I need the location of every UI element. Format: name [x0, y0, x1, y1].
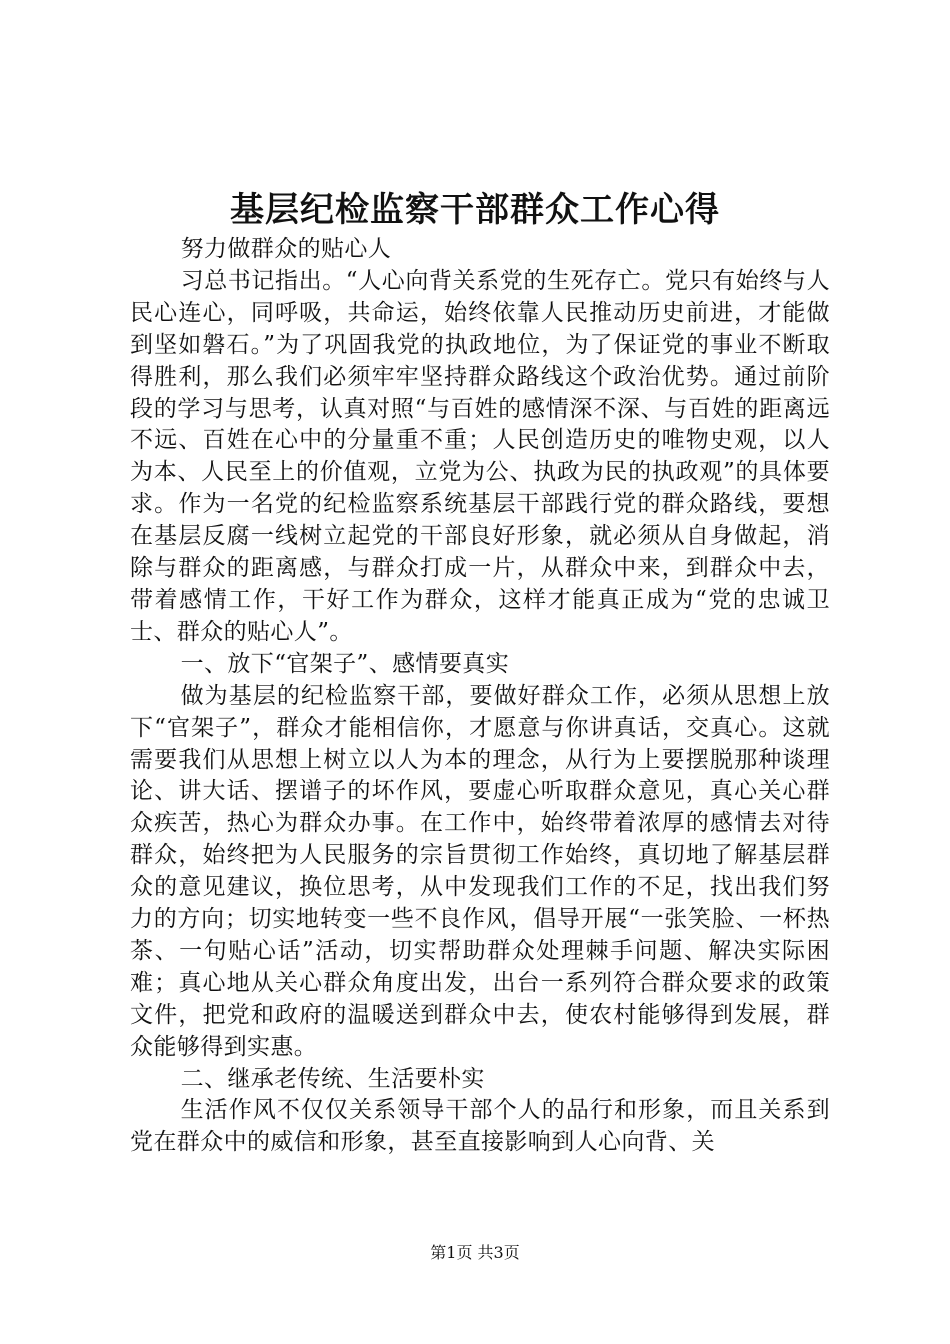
- subtitle-paragraph: 努力做群众的贴心人: [180, 236, 392, 262]
- document-title: 基层纪检监察干部群众工作心得: [230, 190, 720, 230]
- section-heading: 一、放下“官架子”、感情要真实: [180, 650, 510, 677]
- page-number-footer: 第1页 共3页: [430, 1243, 520, 1262]
- body-paragraph: 做为基层的纪检监察干部，要做好群众工作，必须从思想上放下“官架子”，群众才能相信你，才愿意与你讲真话，交真心。这就需要我们从思想上树立以人为本的理念，从行为上要摆脱那种谈理论、讲大话、摆谱子的坏作风，要虚心听取群众意见，真心关心群众疾苦，热心为群众办事。在工作中，始终带着浓厚的感情去对待群众，始终把为人民服务的宗旨贯彻工作始终，真切地了解基层群众的意见建议，换位思考，从中发现我们工作的不足，找出我们努力的方向；切实地转变一些不良作风，倡导开展“一张笑脸、一杯热茶、一句贴心话”活动，切实帮助群众处理棘手问题、解决实际困难；真心地从关心群众角度出发，出台一系列符合群众要求的政策文件，把党和政府的温暖送到群众中去，使农村能够得到发展，群众能够得到实惠。: [130, 682, 830, 1060]
- document-body: [130, 234, 830, 1159]
- section-heading: 二、继承老传统、生活要朴实: [180, 1065, 485, 1092]
- body-paragraph: 生活作风不仅仅关系领导干部个人的品行和形象，而且关系到党在群众中的威信和形象，甚至直接影响到人心向背、关: [130, 1097, 830, 1156]
- body-paragraph: 习总书记指出。“人心向背关系党的生死存亡。党只有始终与人民心连心，同呼吸，共命运，始终依靠人民推动历史前进，才能做到坚如磐石。”为了巩固我党的执政地位，为了保证党的事业不断取得胜利，那么我们必须牢牢坚持群众路线这个政治优势。通过前阶段的学习与思考，认真对照“与百姓的感情深不深、与百姓的距离远不远、百姓在心中的分量重不重；人民创造历史的唯物史观，以人为本、人民至上的价值观，立党为公、执政为民的执政观”的具体要求。作为一名党的纪检监察系统基层干部践行党的群众路线，要想在基层反腐一线树立起党的干部良好形象，就必须从自身做起，消除与群众的距离感，与群众打成一片，从群众中来，到群众中去，带着感情工作，干好工作为群众，这样才能真正成为“党的忠诚卫士、群众的贴心人”。: [130, 267, 830, 645]
